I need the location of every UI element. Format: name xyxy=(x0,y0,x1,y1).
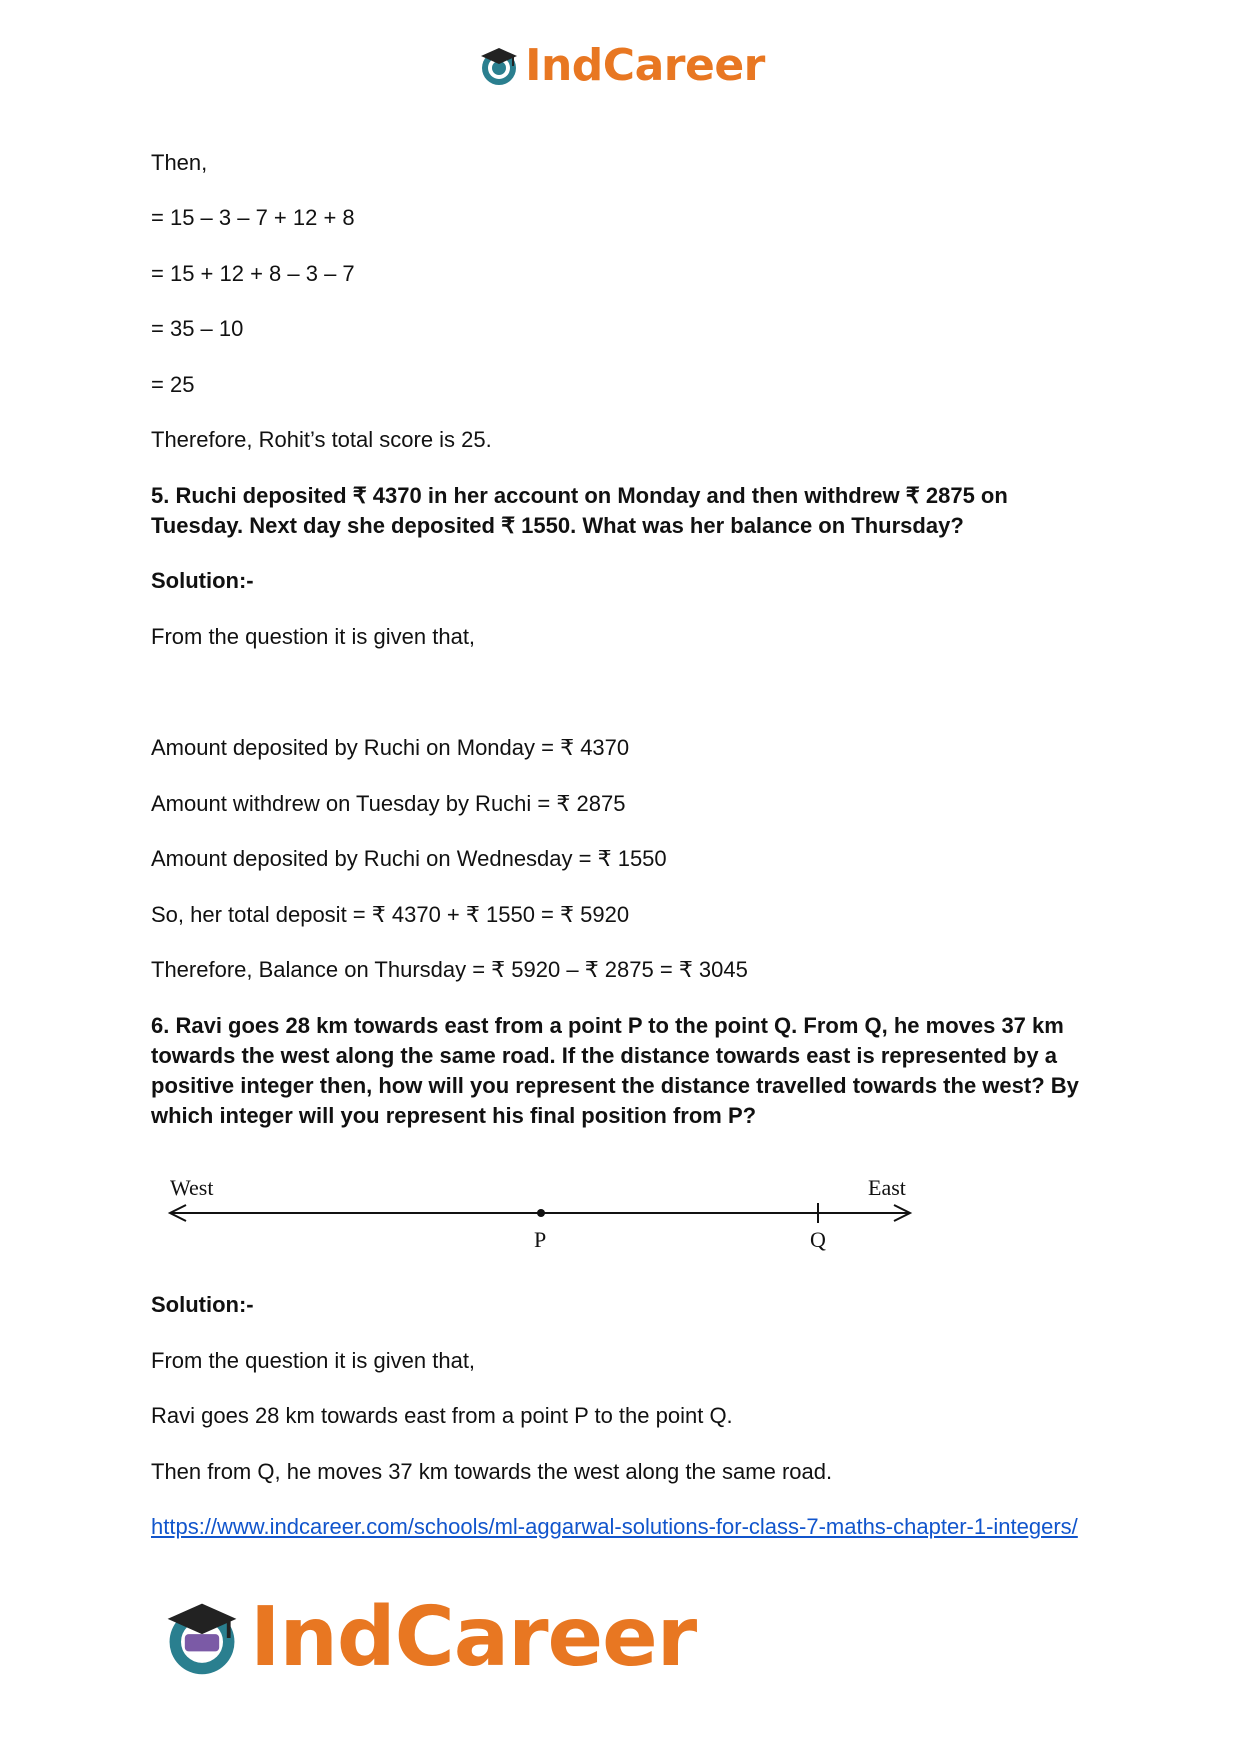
question-6: 6. Ravi goes 28 km towards east from a point P to the point Q. From Q, he moves 37 km towards the west along the same road. If the distance towards east is represented by a positive integer then, how will you represent the distance travelled towards the west? By which integer will you represent his final position from P? xyxy=(151,1013,1079,1128)
graduation-cap-icon xyxy=(160,1596,244,1680)
footer-logo-text: IndCareer xyxy=(250,1590,697,1685)
question-5: 5. Ruchi deposited ₹ 4370 in her account on Monday and then withdrew ₹ 2875 on Tuesday. Next day she deposited ₹ 1550. What was her balance on Thursday? xyxy=(151,483,1008,538)
text-line: Then from Q, he moves 37 km towards the west along the same road. xyxy=(151,1459,833,1484)
solution-heading: Solution:- xyxy=(151,568,254,593)
point-p-marker xyxy=(537,1209,545,1217)
conclusion-line: Therefore, Balance on Thursday = ₹ 5920 – ₹ 2875 = ₹ 3045 xyxy=(151,957,748,982)
text-line: Ravi goes 28 km towards east from a point P to the point Q. xyxy=(151,1403,733,1428)
point-p-label: P xyxy=(534,1227,547,1252)
equation-line: = 25 xyxy=(151,372,195,397)
header-logo xyxy=(0,40,1242,91)
source-link[interactable]: https://www.indcareer.com/schools/ml-aggarwal-solutions-for-class-7-maths-chapter-1-integers/ xyxy=(151,1514,1078,1539)
number-line-diagram xyxy=(160,1165,920,1255)
west-label: West xyxy=(170,1175,214,1200)
equation-line: = 35 – 10 xyxy=(151,316,244,341)
graduation-cap-icon xyxy=(477,44,521,88)
text-line: Amount deposited by Ruchi on Wednesday = ₹ 1550 xyxy=(151,846,667,871)
solution-heading: Solution:- xyxy=(151,1292,254,1317)
text-line: Amount withdrew on Tuesday by Ruchi = ₹ 2875 xyxy=(151,791,626,816)
text-line: Amount deposited by Ruchi on Monday = ₹ 4370 xyxy=(151,735,630,760)
text-line: From the question it is given that, xyxy=(151,624,476,649)
header-logo-text: IndCareer xyxy=(525,40,765,91)
equation-line: = 15 – 3 – 7 + 12 + 8 xyxy=(151,205,355,230)
text-line: From the question it is given that, xyxy=(151,1348,476,1373)
footer-logo xyxy=(160,1590,696,1685)
text-line: Then, xyxy=(151,150,208,175)
text-line: So, her total deposit = ₹ 4370 + ₹ 1550 = ₹ 5920 xyxy=(151,902,630,927)
point-q-label: Q xyxy=(810,1227,826,1252)
conclusion-line: Therefore, Rohit’s total score is 25. xyxy=(151,427,492,452)
east-label: East xyxy=(868,1175,906,1200)
equation-line: = 15 + 12 + 8 – 3 – 7 xyxy=(151,261,355,286)
